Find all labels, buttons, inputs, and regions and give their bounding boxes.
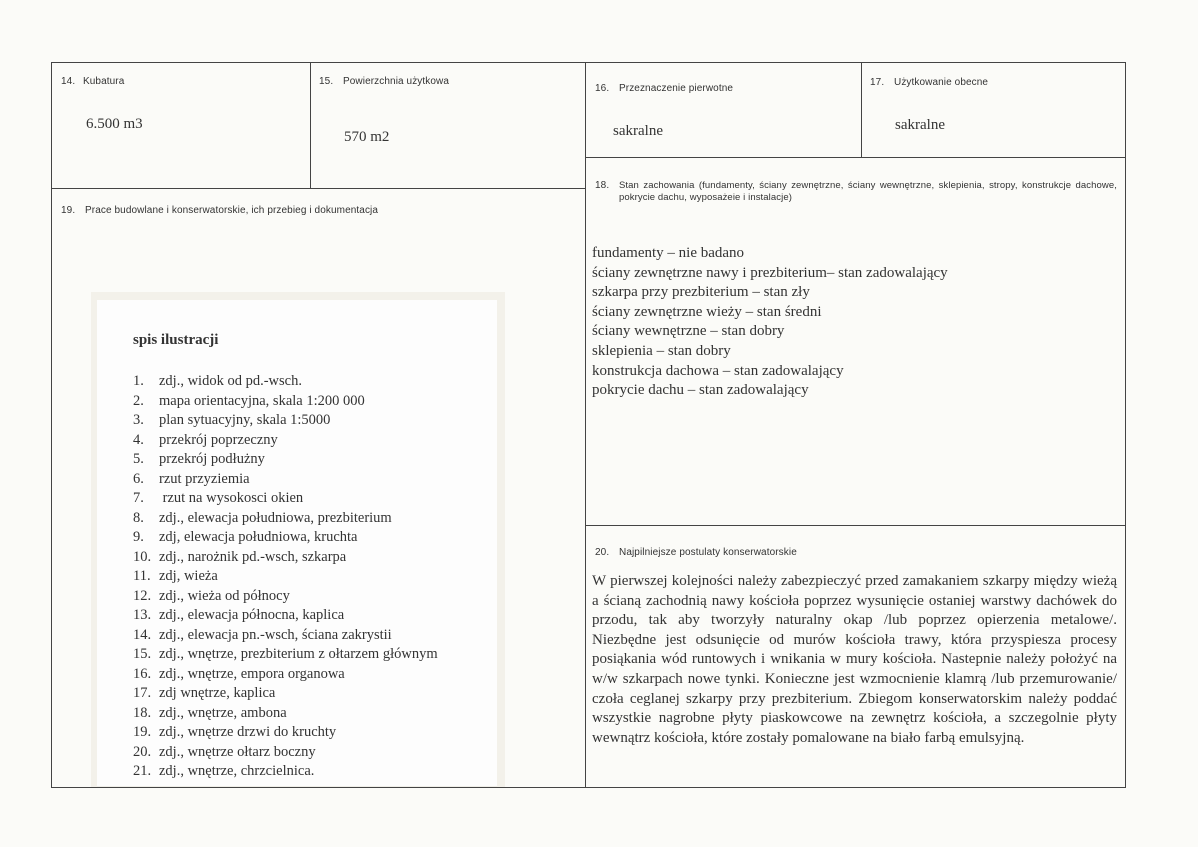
condition-item: ściany zewnętrzne nawy i prezbiterium– stan zadowalający	[592, 264, 948, 281]
illustration-item: 10. zdj., narożnik pd.-wsch, szkarpa	[133, 548, 347, 565]
field-19-label: Prace budowlane i konserwatorskie, ich przebieg i dokumentacja	[85, 205, 379, 216]
illustration-item: 20. zdj., wnętrze ołtarz boczny	[133, 743, 316, 760]
condition-list	[592, 244, 948, 401]
field-14-value: 6.500 m3	[86, 116, 143, 132]
field-14-label: Kubatura	[83, 76, 125, 87]
field-15-label: Powierzchnia użytkowa	[343, 76, 450, 87]
illustration-item: 13. zdj., elewacja północna, kaplica	[133, 607, 345, 623]
condition-item: sklepienia – stan dobry	[592, 342, 731, 359]
illustration-item: 8. zdj., elewacja południowa, prezbiterium	[133, 509, 392, 526]
field-14-number: 14.	[61, 76, 76, 87]
field-17-number: 17.	[870, 77, 885, 88]
sheet-edge-shadow	[91, 292, 505, 300]
illustration-item: 9. zdj, elewacja południowa, kruchta	[133, 529, 358, 545]
illustration-item: 1. zdj., widok od pd.-wsch.	[133, 373, 302, 389]
field-17-value: sakralne	[895, 117, 945, 133]
illustrations-title: spis ilustracji	[133, 332, 219, 348]
illustrations-list	[133, 372, 438, 782]
illustration-item: 4. przekrój poprzeczny	[133, 431, 278, 448]
field-18-number: 18.	[595, 180, 610, 191]
condition-item: fundamenty – nie badano	[592, 245, 745, 261]
field-20-label: Najpilniejsze postulaty konserwatorskie	[619, 547, 797, 558]
illustration-item: 19. zdj., wnętrze drzwi do kruchty	[133, 724, 337, 740]
field-20-number: 20.	[595, 547, 610, 558]
sheet-edge-shadow	[91, 292, 97, 787]
condition-item: szkarpa przy prezbiterium – stan zły	[592, 284, 810, 301]
field-19-number: 19.	[61, 205, 76, 216]
illustration-item: 11. zdj, wieża	[133, 568, 218, 584]
condition-item: pokrycie dachu – stan zadowalający	[592, 382, 809, 399]
field-16-value: sakralne	[613, 123, 663, 139]
illustration-item: 5. przekrój podłużny	[133, 451, 265, 467]
illustration-item: 16. zdj., wnętrze, empora organowa	[133, 665, 345, 682]
illustration-item: 3. plan sytuacyjny, skala 1:5000	[133, 412, 331, 428]
condition-item: konstrukcja dachowa – stan zadowalający	[592, 362, 844, 379]
field-16-label: Przeznaczenie pierwotne	[619, 83, 734, 94]
illustration-item: 17. zdj wnętrze, kaplica	[133, 685, 276, 701]
condition-item: ściany wewnętrzne – stan dobry	[592, 323, 785, 340]
illustration-item: 7. rzut na wysokosci okien	[133, 490, 304, 506]
illustration-item: 18. zdj., wnętrze, ambona	[133, 704, 287, 721]
conservation-postulates-text: W pierwszej kolejności należy zabezpieczyć przed zamakaniem szkarpy między wieżą a ścianą zachodnią nawy kościoła poprzez wysunięcie ostaniej warstwy dachówek do przodu, tak aby tworzyły naturalny okap /lub poprzez opierzenia metalowe/. Niezbędne jest odsunięcie od murów kościoła trawy, która przyspiesza procesy posiąkania wód runtowych i wnikania w mury kościoła. Nastepnie należy położyć na w/w szkarpach nowe tynki. Konieczne jest wzmocnienie klamrą /lub przemurowanie/ czoła ceglanej szkarpy przy prezbiterium. Zbiegom konserwatorskim należy poddać wszystkie nagrobne płyty piaskowcowe na zewnętrz kościoła, a szczegolnie płyty wewnątrz kościoła, które zostały pomalowane na biało farbą emulsyjną.	[592, 573, 1117, 746]
field-17-label: Użytkowanie obecne	[894, 77, 989, 88]
field-16-cell	[585, 62, 862, 158]
illustration-item: 6. rzut przyziemia	[133, 470, 250, 487]
field-15-number: 15.	[319, 76, 334, 87]
illustration-item: 14. zdj., elewacja pn.-wsch, ściana zakrystii	[133, 626, 392, 643]
illustration-item: 21. zdj., wnętrze, chrzcielnica.	[133, 763, 315, 779]
illustrations-pasted-sheet	[91, 292, 505, 787]
field-18-label: Stan zachowania (fundamenty, ściany zewnętrzne, ściany wewnętrzne, sklepienia, stropy, konstrukcje dachowe, pokrycie dachu, wyposażeie i instalacje)	[619, 180, 1117, 203]
sheet-edge-shadow	[497, 292, 505, 787]
field-15-value: 570 m2	[344, 129, 390, 145]
illustration-item: 2. mapa orientacyjna, skala 1:200 000	[133, 392, 365, 409]
illustration-item: 12. zdj., wieża od północy	[133, 587, 290, 604]
field-16-number: 16.	[595, 83, 610, 94]
condition-item: ściany zewnętrzne wieży – stan średni	[592, 303, 822, 320]
illustration-item: 15. zdj., wnętrze, prezbiterium z ołtarzem głównym	[133, 646, 438, 662]
